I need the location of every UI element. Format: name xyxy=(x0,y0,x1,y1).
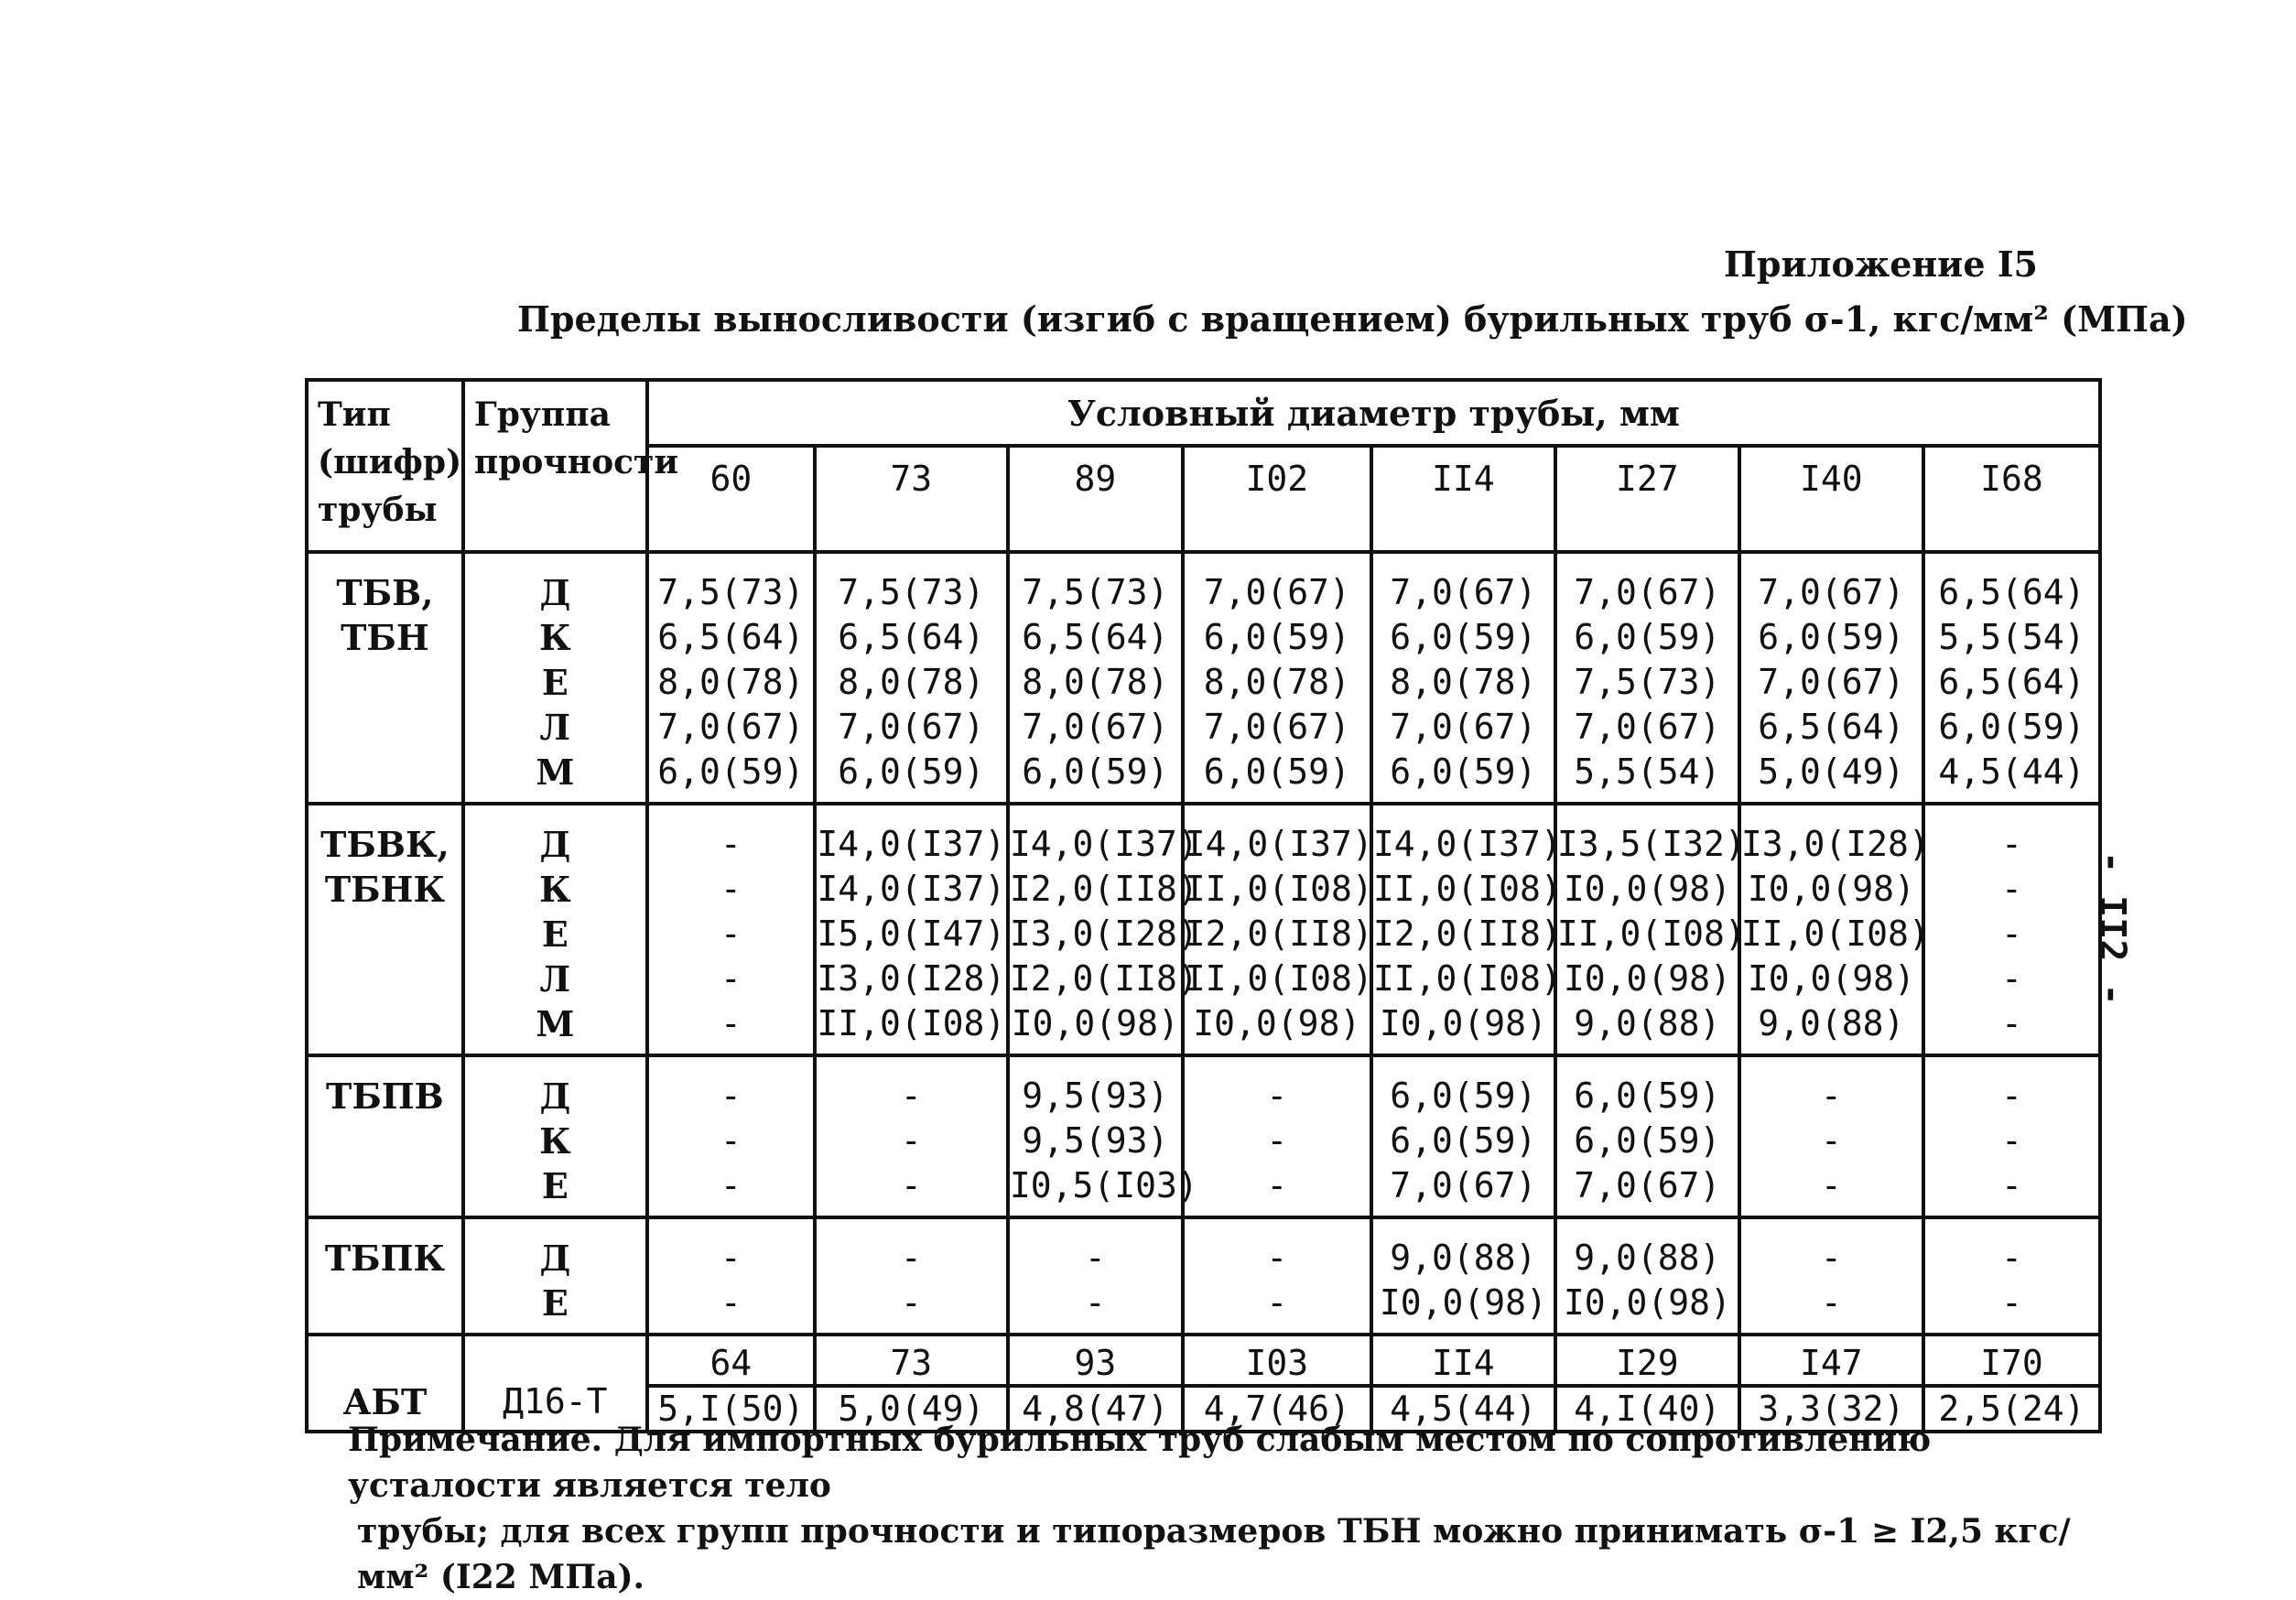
strength-group: К xyxy=(539,1120,571,1162)
value-column xyxy=(1183,1217,1371,1335)
table-cell-value: 7,0(67) xyxy=(1758,572,1905,612)
table-cell-value: II,0(I08) xyxy=(1184,869,1373,909)
value-column xyxy=(1008,1217,1183,1335)
fatigue-limit-table xyxy=(305,378,2102,1433)
strength-group: К xyxy=(539,869,571,910)
table-cell-value: 7,0(67) xyxy=(1022,707,1169,747)
value-column xyxy=(1555,1055,1739,1217)
table-cell-value: - xyxy=(900,1076,922,1116)
table-row xyxy=(307,1055,2100,1217)
abt-value: 4,7(46) xyxy=(1203,1389,1350,1429)
table-cell-value: 6,5(64) xyxy=(1938,662,2085,702)
abt-value: 4,I(40) xyxy=(1574,1389,1721,1429)
table-cell-value: I0,0(98) xyxy=(1563,1282,1731,1323)
table-cell-value: - xyxy=(2000,1165,2022,1205)
table-cell-value: 6,0(59) xyxy=(1203,751,1350,792)
header-diameter-value: 89 xyxy=(1008,446,1183,552)
table-cell-value: - xyxy=(1266,1282,1288,1323)
table-cell-value: 5,5(54) xyxy=(1574,751,1721,792)
table-cell-value: 4,5(44) xyxy=(1938,751,2085,792)
header-diameter-value: 73 xyxy=(815,446,1008,552)
table-cell-value: 7,0(67) xyxy=(1390,1165,1537,1205)
strength-group: Д xyxy=(539,824,571,865)
table-cell-value: 6,0(59) xyxy=(838,751,985,792)
table-cell-value: 8,0(78) xyxy=(1203,662,1350,702)
table-cell-value: - xyxy=(2000,1003,2022,1043)
table-cell-value: - xyxy=(2000,914,2022,954)
pipe-type: ТБВК, ТБНК xyxy=(307,804,463,1055)
table-cell-value: 6,0(59) xyxy=(1574,617,1721,657)
value-column xyxy=(1923,1217,2100,1335)
table-cell-value: 9,0(88) xyxy=(1574,1003,1721,1043)
table-cell-value: - xyxy=(720,1238,742,1278)
table-cell-value: I3,0(I28) xyxy=(817,958,1006,999)
table-cell-value: 9,0(88) xyxy=(1574,1238,1721,1278)
header-group: Группа прочности xyxy=(463,380,647,552)
table-cell-value: 7,5(73) xyxy=(838,572,985,612)
table-cell-value: - xyxy=(2000,1238,2022,1278)
table-cell-value: - xyxy=(720,1165,742,1205)
table-cell-value: 6,5(64) xyxy=(657,617,805,657)
strength-group: Д16-Т xyxy=(463,1335,647,1432)
strength-group: М xyxy=(536,1003,575,1044)
table-cell-value: 7,5(73) xyxy=(1022,572,1169,612)
table-cell-value: 9,0(88) xyxy=(1390,1238,1537,1278)
table-cell-value: - xyxy=(900,1282,922,1323)
table-cell-value: I0,0(98) xyxy=(1563,869,1731,909)
table-cell-value: 7,0(67) xyxy=(1390,572,1537,612)
table-cell-value: 7,0(67) xyxy=(1390,707,1537,747)
header-diameter-value: I02 xyxy=(1183,446,1371,552)
table-row xyxy=(307,804,2100,1055)
table-cell-value: 7,0(67) xyxy=(1758,662,1905,702)
table-cell-value: - xyxy=(720,824,742,864)
table-cell-value: 7,0(67) xyxy=(1574,1165,1721,1205)
table-cell-value: I5,0(I47) xyxy=(817,914,1006,954)
value-column xyxy=(1555,804,1746,1055)
table-row xyxy=(307,1217,2100,1335)
strength-group: Е xyxy=(541,1282,569,1324)
abt-value: 5,0(49) xyxy=(838,1389,985,1429)
strength-group: Д xyxy=(539,1076,571,1117)
footnote-line: Примечание. Для импортных бурильных труб слабым местом по сопротивлению усталости является тело xyxy=(348,1421,1932,1505)
header-diameter-value: 60 xyxy=(647,446,815,552)
strength-group: Л xyxy=(539,958,571,1000)
value-column xyxy=(1555,1217,1739,1335)
table-cell-value: 6,0(59) xyxy=(1390,1120,1537,1161)
strength-group: Е xyxy=(541,1165,569,1206)
value-column xyxy=(1371,552,1555,804)
value-column xyxy=(1923,804,2100,1055)
abt-value: 5,I(50) xyxy=(657,1389,805,1429)
table-cell-value: 9,5(93) xyxy=(1022,1076,1169,1116)
abt-diameter: 73 xyxy=(817,1336,1006,1388)
table-cell-value: - xyxy=(720,914,742,954)
value-column xyxy=(1923,552,2100,804)
table-cell-value: - xyxy=(720,1003,742,1043)
table-cell-value: I0,0(98) xyxy=(1193,1003,1361,1043)
table-cell-value: I4,0(I37) xyxy=(1184,824,1373,864)
table-cell-value: 7,0(67) xyxy=(1203,707,1350,747)
page-number: - II2 - xyxy=(2091,851,2133,1006)
table-cell-value: I0,0(98) xyxy=(1747,958,1915,999)
table-cell-value: 5,0(49) xyxy=(1758,751,1905,792)
value-column xyxy=(1371,1217,1555,1335)
strength-group: К xyxy=(539,617,571,658)
table-title: Пределы выносливости (изгиб с вращением) бурильных труб σ-1, кгс/мм² (МПа) xyxy=(517,298,2188,340)
table-cell-value: 7,0(67) xyxy=(1574,707,1721,747)
table-cell-value: I3,0(I28) xyxy=(1740,824,1930,864)
value-column xyxy=(1183,1055,1371,1217)
abt-diameter: II4 xyxy=(1373,1336,1554,1388)
table-cell-value: 6,0(59) xyxy=(1574,1076,1721,1116)
table-cell-value: I2,0(II8) xyxy=(1009,958,1198,999)
value-column xyxy=(1183,552,1371,804)
table-cell-value: - xyxy=(720,958,742,999)
abt-value: 4,8(47) xyxy=(1022,1389,1169,1429)
table-cell-value: 6,5(64) xyxy=(838,617,985,657)
table-cell-value: II,0(I08) xyxy=(1740,914,1930,954)
value-column xyxy=(1739,552,1923,804)
table-cell-value: 6,0(59) xyxy=(657,751,805,792)
table-cell-value: 7,5(73) xyxy=(657,572,805,612)
table-cell-value: - xyxy=(2000,869,2022,909)
table-cell-value: - xyxy=(1266,1076,1288,1116)
table-cell-value: 6,0(59) xyxy=(1203,617,1350,657)
table-cell-value: 9,5(93) xyxy=(1022,1120,1169,1161)
appendix-label: Приложение I5 xyxy=(1724,243,2038,285)
table-cell-value: - xyxy=(1820,1238,1842,1278)
table-cell-value: II,0(I08) xyxy=(1556,914,1746,954)
strength-group: Е xyxy=(541,662,569,703)
table-cell-value: II,0(I08) xyxy=(1184,958,1373,999)
table-cell-value: - xyxy=(900,1120,922,1161)
table-cell-value: I3,5(I32) xyxy=(1556,824,1746,864)
header-diameter-value: I40 xyxy=(1739,446,1923,552)
table-cell-value: I2,0(II8) xyxy=(1372,914,1562,954)
abt-diameter: 93 xyxy=(1010,1336,1181,1388)
table-cell-value: - xyxy=(2000,1282,2022,1323)
table-cell-value: I4,0(I37) xyxy=(1009,824,1198,864)
table-cell-value: I0,0(98) xyxy=(1747,869,1915,909)
abt-diameter: 64 xyxy=(649,1336,813,1388)
table-cell-value: 7,0(67) xyxy=(1574,572,1721,612)
abt-diameter: I03 xyxy=(1185,1336,1370,1388)
strength-group: Д xyxy=(539,1238,571,1279)
table-cell-value: 6,0(59) xyxy=(1022,751,1169,792)
table-cell-value: - xyxy=(1820,1120,1842,1161)
table-cell-value: I3,0(I28) xyxy=(1009,914,1198,954)
table-cell-value: I4,0(I37) xyxy=(817,824,1006,864)
table-cell-value: I0,0(98) xyxy=(1011,1003,1179,1043)
table-cell-value: - xyxy=(720,869,742,909)
table-cell-value: 7,0(67) xyxy=(838,707,985,747)
value-column xyxy=(815,1055,1008,1217)
pipe-type: ТБПВ xyxy=(307,1055,463,1217)
value-column xyxy=(1008,1055,1198,1217)
header-diameter: Условный диаметр трубы, мм xyxy=(647,380,2100,446)
table-cell-value: I0,0(98) xyxy=(1379,1282,1547,1323)
strength-group: Д xyxy=(539,572,571,613)
strength-groups xyxy=(463,804,647,1055)
header-type: Тип (шифр) трубы xyxy=(307,380,463,552)
strength-group: Е xyxy=(541,914,569,955)
table-cell-value: - xyxy=(1266,1165,1288,1205)
table-cell-value: 6,5(64) xyxy=(1758,707,1905,747)
value-column xyxy=(647,804,815,1055)
abt-value: 4,5(44) xyxy=(1390,1389,1537,1429)
table-cell-value: 8,0(78) xyxy=(1022,662,1169,702)
table-cell-value: - xyxy=(900,1165,922,1205)
value-column xyxy=(647,1217,815,1335)
table-cell-value: 7,5(73) xyxy=(1574,662,1721,702)
footnote-line: трубы; для всех групп прочности и типоразмеров ТБН можно принимать σ-1 ≥ I2,5 кгс/мм² (I22 МПа). xyxy=(357,1512,2071,1596)
table-cell-value: I0,5(I03) xyxy=(1009,1165,1198,1205)
abt-diameter: I29 xyxy=(1557,1336,1738,1388)
header-diameter-value: I27 xyxy=(1555,446,1739,552)
table-cell-value: 5,5(54) xyxy=(1938,617,2085,657)
table-cell-value: 9,0(88) xyxy=(1758,1003,1905,1043)
table-cell-value: I4,0(I37) xyxy=(817,869,1006,909)
value-column xyxy=(1371,804,1562,1055)
abt-value: 3,3(32) xyxy=(1758,1389,1905,1429)
table-cell-value: - xyxy=(1084,1238,1106,1278)
abt-value: 2,5(24) xyxy=(1938,1389,2085,1429)
table-cell-value: 6,0(59) xyxy=(1390,617,1537,657)
table-cell-value: - xyxy=(1820,1282,1842,1323)
table-cell-value: - xyxy=(900,1238,922,1278)
table-cell-value: - xyxy=(2000,1120,2022,1161)
table-cell-value: II,0(I08) xyxy=(1372,869,1562,909)
value-column xyxy=(1008,804,1198,1055)
pipe-type: ТБПК xyxy=(307,1217,463,1335)
footnote xyxy=(348,1417,2133,1600)
table-cell-value: - xyxy=(2000,824,2022,864)
value-column xyxy=(647,552,815,804)
table-cell-value: - xyxy=(720,1282,742,1323)
table-cell-value: I0,0(98) xyxy=(1563,958,1731,999)
table-cell-value: 6,0(59) xyxy=(1938,707,2085,747)
value-column xyxy=(1923,1055,2100,1217)
abt-diameter: I47 xyxy=(1741,1336,1922,1388)
strength-groups xyxy=(463,1055,647,1217)
table-cell-value: - xyxy=(720,1076,742,1116)
value-column xyxy=(647,1055,815,1217)
table-cell-value: I2,0(II8) xyxy=(1184,914,1373,954)
table-cell-value: - xyxy=(1266,1238,1288,1278)
value-column xyxy=(1739,1055,1923,1217)
table-cell-value: 8,0(78) xyxy=(657,662,805,702)
table-cell-value: II,0(I08) xyxy=(817,1003,1006,1043)
header-diameter-value: II4 xyxy=(1371,446,1555,552)
table-row xyxy=(307,552,2100,804)
value-column xyxy=(815,804,1008,1055)
table-cell-value: 6,0(59) xyxy=(1574,1120,1721,1161)
pipe-type: АБТ xyxy=(307,1335,463,1432)
value-column xyxy=(1739,804,1930,1055)
table-cell-value: - xyxy=(1820,1076,1842,1116)
pipe-type: ТБВ, ТБН xyxy=(307,552,463,804)
table-cell-value: 8,0(78) xyxy=(838,662,985,702)
value-column xyxy=(1371,1055,1555,1217)
table-cell-value: - xyxy=(720,1120,742,1161)
table-cell-value: 6,0(59) xyxy=(1758,617,1905,657)
table-cell-value: 7,0(67) xyxy=(1203,572,1350,612)
header-diameter-value: I68 xyxy=(1923,446,2100,552)
value-column xyxy=(1555,552,1739,804)
table-cell-value: 6,5(64) xyxy=(1022,617,1169,657)
table-cell-value: - xyxy=(1084,1282,1106,1323)
table-cell-value: 6,0(59) xyxy=(1390,1076,1537,1116)
strength-groups xyxy=(463,1217,647,1335)
value-column xyxy=(1008,552,1183,804)
table-cell-value: - xyxy=(1266,1120,1288,1161)
table-cell-value: - xyxy=(2000,958,2022,999)
value-column xyxy=(1183,804,1371,1055)
table-cell-value: 8,0(78) xyxy=(1390,662,1537,702)
strength-group: Л xyxy=(539,707,571,748)
table-cell-value: I2,0(II8) xyxy=(1009,869,1198,909)
table-cell-value: - xyxy=(1820,1165,1842,1205)
table-cell-value: I4,0(I37) xyxy=(1372,824,1562,864)
strength-groups xyxy=(463,552,647,804)
table-cell-value: II,0(I08) xyxy=(1372,958,1562,999)
value-column xyxy=(815,552,1008,804)
value-column xyxy=(815,1217,1008,1335)
table-cell-value: - xyxy=(2000,1076,2022,1116)
table-cell-value: 7,0(67) xyxy=(657,707,805,747)
table-cell-value: 6,0(59) xyxy=(1390,751,1537,792)
table-cell-value: I0,0(98) xyxy=(1379,1003,1547,1043)
table-cell-value: 6,5(64) xyxy=(1938,572,2085,612)
abt-diameter: I70 xyxy=(1925,1336,2098,1388)
value-column xyxy=(1739,1217,1923,1335)
strength-group: М xyxy=(536,751,575,793)
